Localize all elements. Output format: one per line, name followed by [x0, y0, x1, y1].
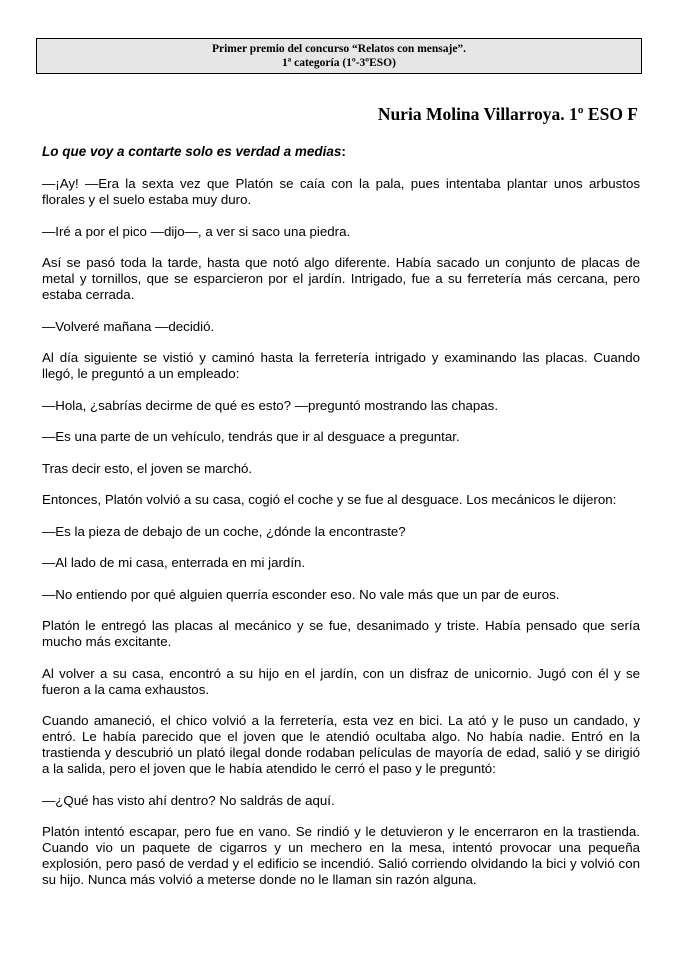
author-name: Nuria Molina Villarroya. 1º ESO F — [377, 104, 638, 124]
story-body — [42, 176, 640, 904]
paragraph: Al día siguiente se vistió y caminó hasta la ferretería intrigado y examinando las placas. Cuando llegó, le preguntó a un empleado: — [42, 350, 640, 381]
paragraph: —Iré a por el pico —dijo—, a ver si saco una piedra. — [42, 223, 351, 239]
paragraph: —Es la pieza de debajo de un coche, ¿dónde la encontraste? — [42, 523, 406, 539]
paragraph: Entonces, Platón volvió a su casa, cogió el coche y se fue al desguace. Los mecánicos le dijeron: — [42, 492, 617, 507]
paragraph: —Hola, ¿sabrías decirme de qué es esto? —preguntó mostrando las chapas. — [42, 397, 499, 413]
paragraph: Platón le entregó las placas al mecánico y se fue, desanimado y triste. Había pensado que sería mucho más excitante. — [42, 618, 640, 649]
paragraph: —Es una parte de un vehículo, tendrás que ir al desguace a preguntar. — [42, 429, 460, 444]
paragraph: Así se pasó toda la tarde, hasta que notó algo diferente. Había sacado un conjunto de placas de metal y tornillos, que se esparcieron por el jardín. Intrigado, fue a su ferretería más cercana, pero estaba cerrada. — [42, 255, 640, 302]
paragraph: —¿Qué has visto ahí dentro? No saldrás de aquí. — [42, 792, 335, 808]
paragraph: Al volver a su casa, encontró a su hijo en el jardín, con un disfraz de unicornio. Jugó con él y se fueron a la cama exhaustos. — [42, 665, 640, 697]
paragraph: —¡Ay! —Era la sexta vez que Platón se caía con la pala, pues intentaba plantar unos arbustos florales y el suelo estaba muy duro. — [42, 176, 640, 207]
paragraph: Cuando amaneció, el chico volvió a la ferretería, esta vez en bici. La ató y le puso un candado, y entró. Le había parecido que el joven que le atendió ocultaba algo. No había nadie. Entró en la trastienda y descubrió un plató ilegal donde rodaban películas de mayoría de edad, salió y se dirigió a la salida, pero el joven que le había atendido le cerró el paso y le preguntó: — [42, 713, 640, 776]
story-intro — [42, 144, 346, 159]
paragraph: —Volveré mañana —decidió. — [42, 318, 215, 334]
paragraph: Tras decir esto, el joven se marchó. — [42, 460, 253, 476]
paragraph: —No entiendo por qué alguien querría esconder eso. No vale más que un par de euros. — [42, 586, 560, 602]
story-intro-text: Lo que voy a contarte solo es verdad a medias — [42, 144, 342, 159]
story-intro-colon: : — [341, 144, 346, 159]
paragraph: Platón intentó escapar, pero fue en vano. Se rindió y le detuvieron y le encerraron en la trastienda. Cuando vio un paquete de cigarros y un mechero en la mesa, intentó provocar una pequeña explosión, pero pasó de verdad y el edificio se incendió. Salió corriendo olvidando la bici y volvió con su hijo. Nunca más volvió a meterse donde no le llaman sin razón alguna. — [42, 824, 640, 887]
contest-category: 1ª categoría (1º-3ºESO) — [282, 57, 396, 69]
contest-title: Primer premio del concurso “Relatos con mensaje”. — [211, 43, 467, 55]
paragraph: —Al lado de mi casa, enterrada en mi jardín. — [42, 555, 306, 570]
contest-header — [36, 38, 642, 74]
